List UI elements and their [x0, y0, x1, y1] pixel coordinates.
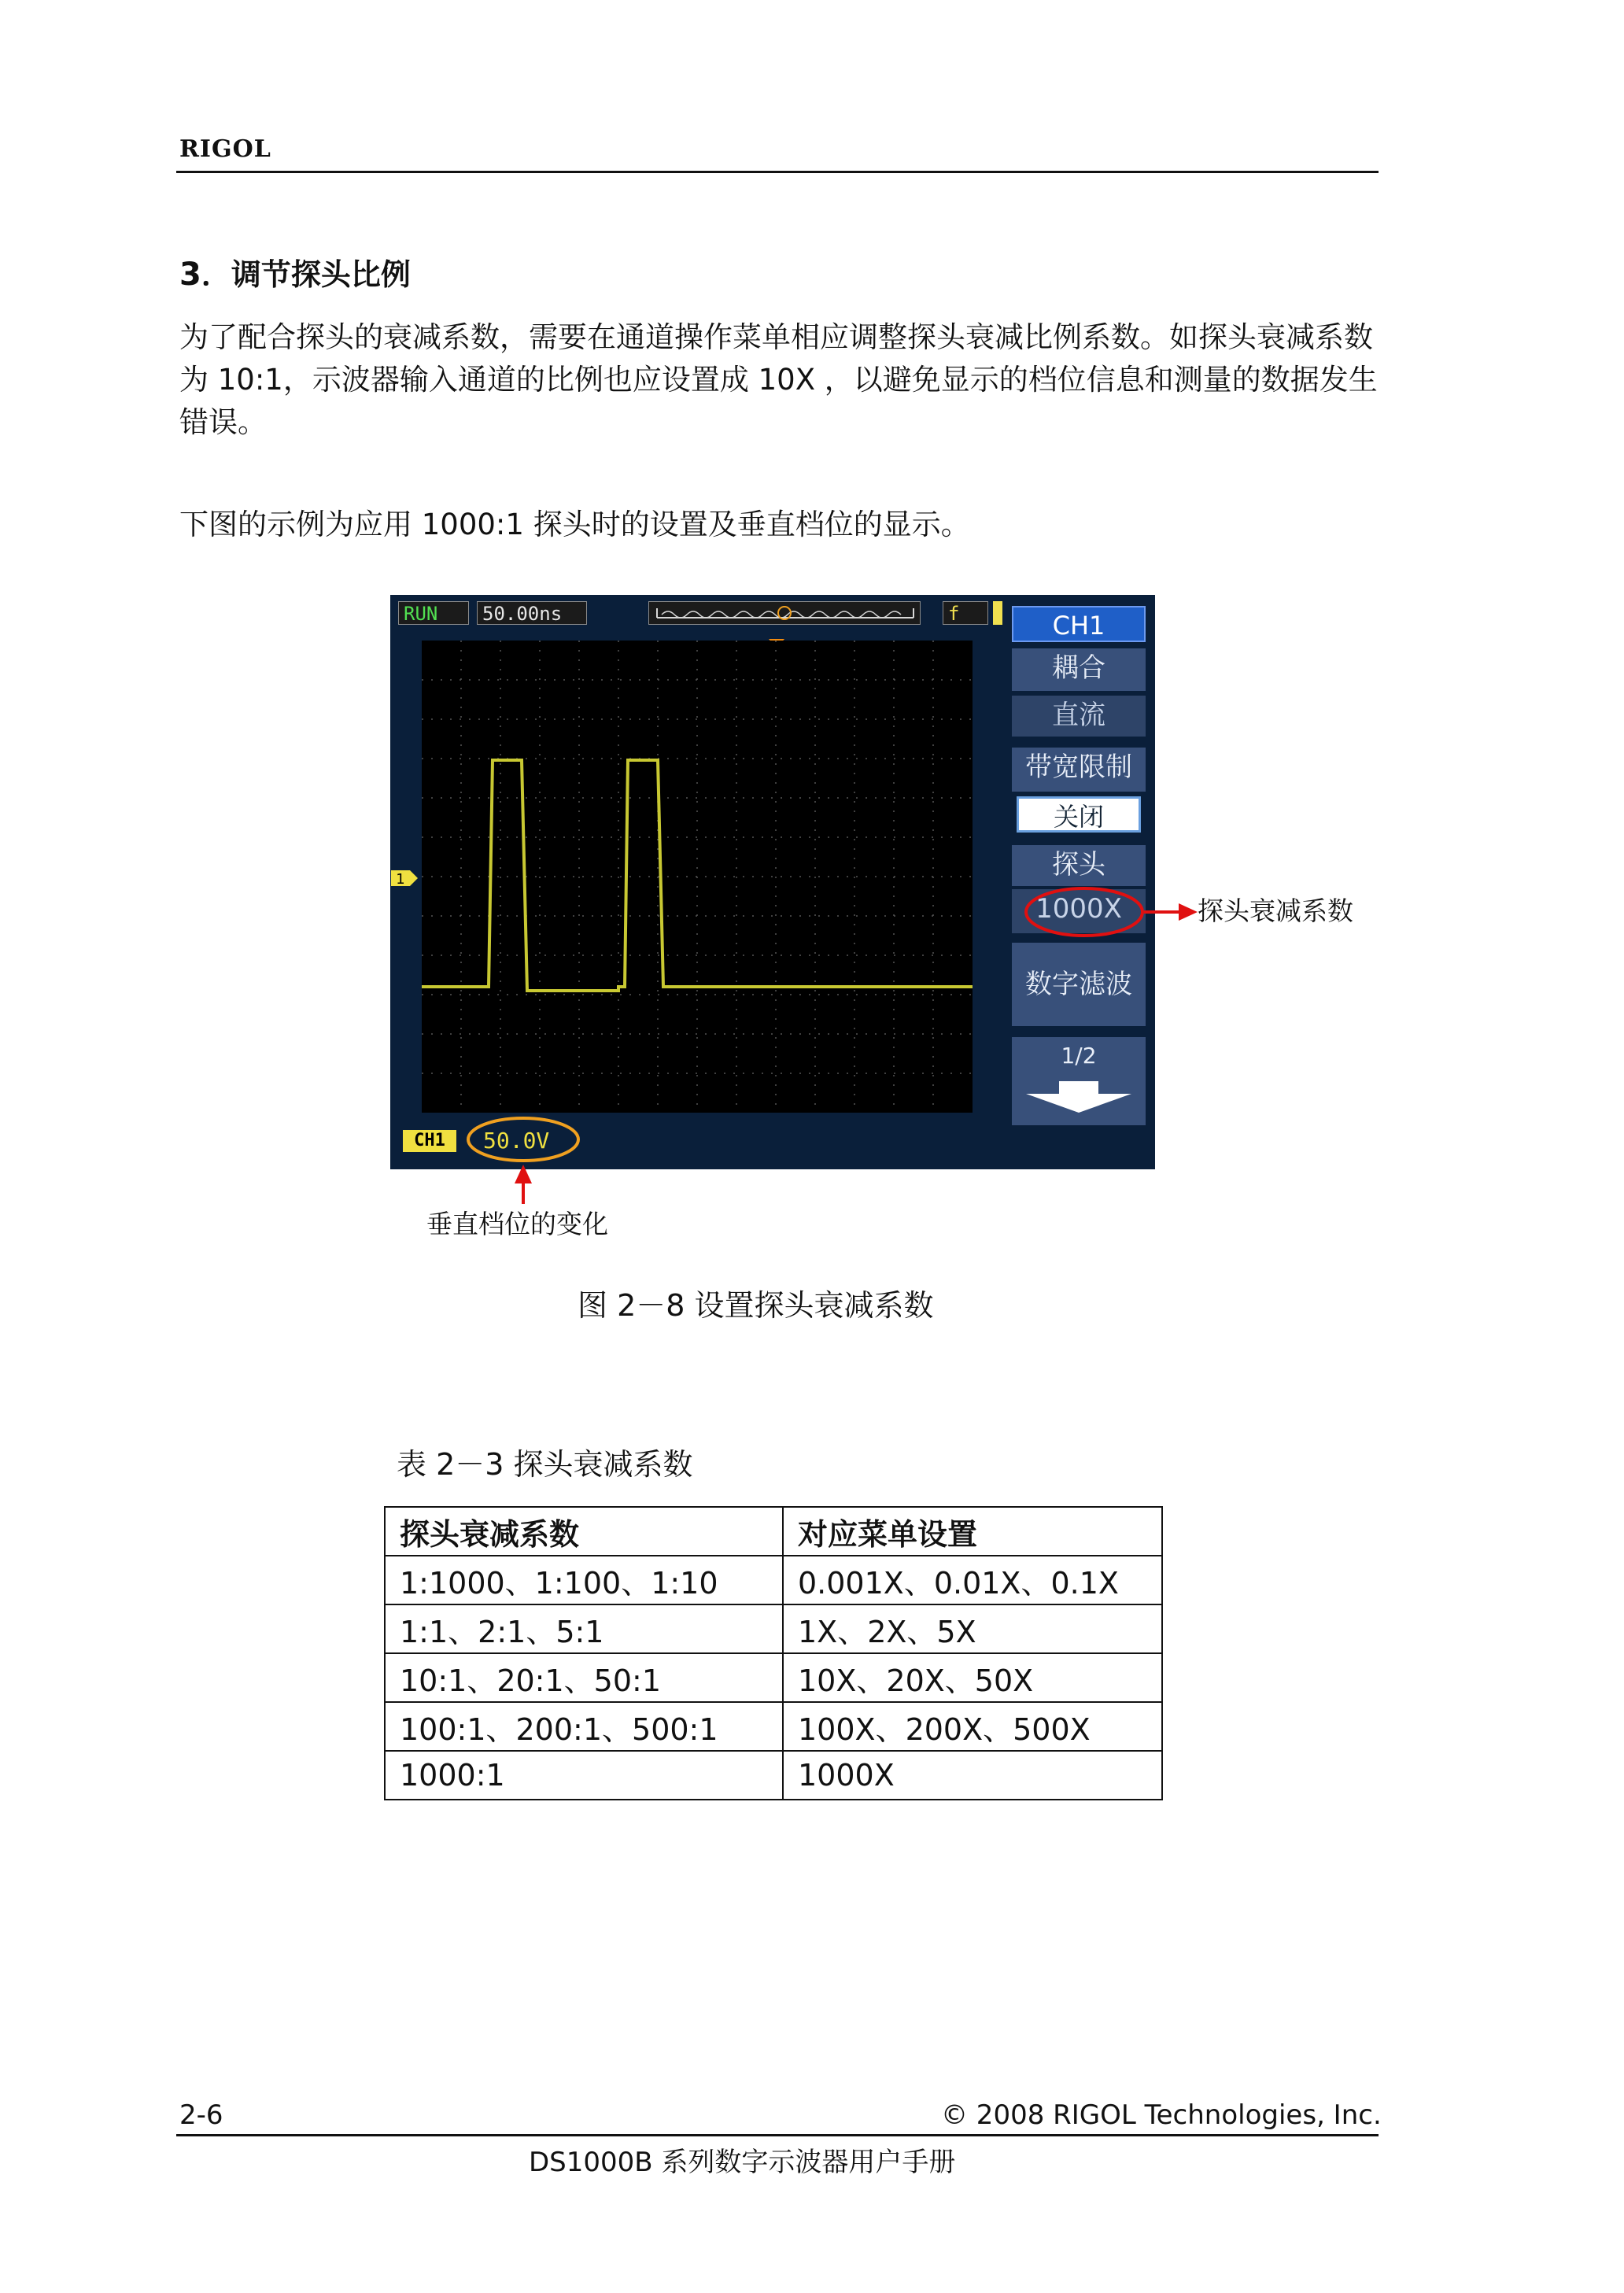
table-row: [385, 1556, 1162, 1604]
probe-callout-graphic: [1023, 883, 1202, 941]
channel-marker-icon: [391, 869, 419, 888]
table-row: [385, 1702, 1162, 1751]
menu-title-ch1: CH1: [1012, 606, 1146, 642]
menu-page-indicator: 1/2: [1061, 1043, 1097, 1069]
figure-caption: 图 2－8 设置探头衰减系数: [578, 1288, 934, 1323]
channel-badge: CH1: [403, 1130, 456, 1152]
header-brand: RIGOL: [179, 135, 271, 163]
menu-probe-value: 1000X: [1012, 889, 1146, 933]
footer-manual-title: DS1000B 系列数字示波器用户手册: [529, 2147, 956, 2178]
header-rule: [176, 171, 1379, 173]
table-header-row: [385, 1507, 1162, 1556]
trigger-level-flag: [993, 601, 1002, 625]
table-cell: 10:1、20:1、50:1: [385, 1653, 783, 1702]
paragraph-example: 下图的示例为应用 1000:1 探头时的设置及垂直档位的显示。: [179, 508, 970, 541]
paragraph-probe-ratio: 为了配合探头的衰减系数，需要在通道操作菜单相应调整探头衰减比例系数。如探头衰减系数为 10:1，示波器输入通道的比例也应设置成 10X ，以避免显示的档位信息和测量的数据发生错误。: [179, 320, 1378, 439]
memory-position-bar: [648, 601, 921, 625]
table-cell: 1000X: [783, 1751, 1162, 1800]
footer-rule: [176, 2134, 1379, 2136]
volts-callout-label: 垂直档位的变化: [426, 1209, 608, 1239]
table-header-cell: 探头衰减系数: [385, 1507, 783, 1556]
section-number: 3: [179, 257, 201, 293]
menu-coupling-value: 直流: [1012, 696, 1146, 737]
volts-per-div-readout: 50.0V: [483, 1128, 550, 1154]
page-down-arrow-icon: [1026, 1081, 1131, 1113]
menu-bandwidth-limit-value: 关闭: [1017, 796, 1141, 833]
table-row: [385, 1604, 1162, 1653]
volts-callout-graphic: [464, 1116, 582, 1207]
table-caption: 表 2－3 探头衰减系数: [397, 1447, 693, 1482]
table-cell: 1:1000、1:100、1:10: [385, 1556, 783, 1604]
table-row: [385, 1751, 1162, 1800]
menu-probe-button[interactable]: 探头: [1012, 845, 1146, 886]
menu-coupling-button[interactable]: 耦合: [1012, 648, 1146, 691]
table-cell: 0.001X、0.01X、0.1X: [783, 1556, 1162, 1604]
table-cell: 1:1、2:1、5:1: [385, 1604, 783, 1653]
table-cell: 1X、2X、5X: [783, 1604, 1162, 1653]
probe-ratio-table: [384, 1506, 1163, 1800]
channel-marker-label: 1: [396, 871, 405, 888]
footer-page-number: 2-6: [179, 2099, 223, 2131]
table-cell: 10X、20X、50X: [783, 1653, 1162, 1702]
run-status: RUN: [398, 601, 469, 625]
probe-callout-label: 探头衰减系数: [1198, 895, 1353, 926]
table-cell: 100X、200X、500X: [783, 1702, 1162, 1751]
table-cell: 1000:1: [385, 1751, 783, 1800]
memory-waveform-icon: [654, 602, 917, 624]
trigger-edge-icon: f: [943, 601, 988, 625]
section-dot: ．: [201, 257, 231, 292]
waveform-grid: [422, 641, 973, 1113]
section-title: 调节探头比例: [231, 257, 411, 292]
footer-copyright: © 2008 RIGOL Technologies, Inc.: [941, 2099, 1382, 2131]
table-row: [385, 1653, 1162, 1702]
section-heading: [179, 250, 411, 294]
table-header-cell: 对应菜单设置: [783, 1507, 1162, 1556]
table-cell: 100:1、200:1、500:1: [385, 1702, 783, 1751]
timebase-readout: 50.00ns: [477, 601, 587, 625]
menu-bandwidth-limit-button[interactable]: 带宽限制: [1012, 748, 1146, 792]
menu-digital-filter-button[interactable]: 数字滤波: [1012, 943, 1146, 1026]
